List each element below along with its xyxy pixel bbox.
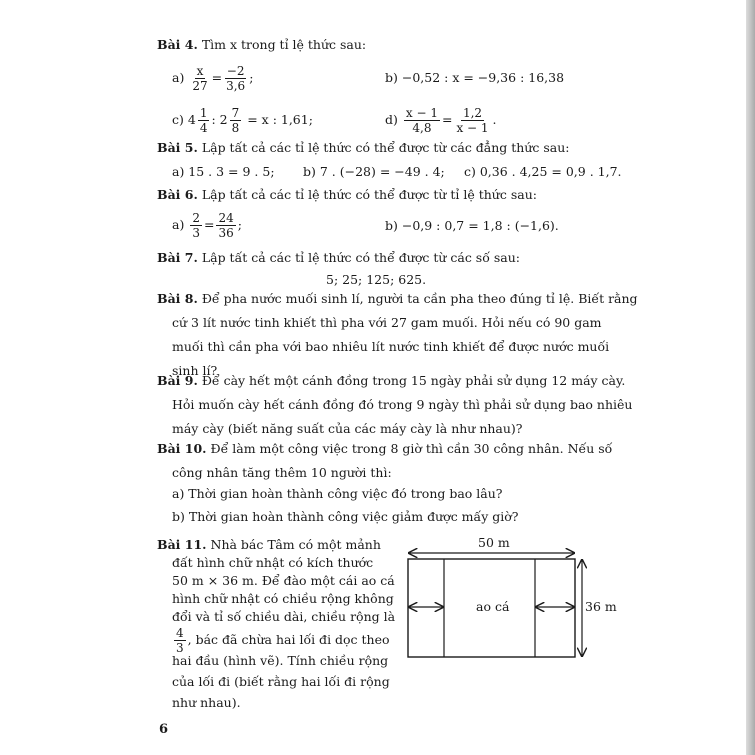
punct: ; — [249, 70, 254, 85]
bai11-line-7: như nhau). — [172, 695, 241, 710]
exercise-text: Để pha nước muối sinh lí, người ta cần pha theo đúng tỉ lệ. Biết rằng — [201, 291, 638, 306]
fraction — [190, 64, 209, 93]
denominator: 3 — [176, 641, 184, 655]
denominator: 4,8 — [412, 121, 432, 135]
denominator: 27 — [192, 79, 208, 93]
punct: ; — [237, 217, 242, 232]
bai5-a: a) 15 . 3 = 9 . 5; — [172, 164, 275, 179]
bai5-heading-line — [157, 140, 570, 156]
fraction — [190, 211, 202, 240]
fraction — [224, 64, 247, 93]
numerator: 2 — [192, 211, 200, 225]
numerator: −2 — [226, 64, 245, 78]
bai5-c: c) 0,36 . 4,25 = 0,9 . 1,7. — [464, 164, 622, 179]
exercise-number: Bài 4. — [157, 37, 198, 52]
bai8-line-2: muối thì cần pha với bao nhiêu lít nước tinh khiết để được nước muối — [172, 339, 610, 354]
page-edge-shadow — [746, 0, 755, 755]
bai4-d: d) $\frac{x - 1}{4,8}$ = $\frac{1,2}{x - 1}$ . — [385, 106, 497, 135]
width-label: 50 m — [478, 535, 510, 550]
numerator: 4 — [176, 626, 184, 640]
op: : 2 — [211, 112, 228, 127]
label: a) — [172, 70, 185, 85]
numerator: 1,2 — [462, 106, 483, 120]
label: c) 4 — [172, 112, 196, 127]
bai9-line-0 — [157, 373, 625, 389]
pond-label: ao cá — [476, 599, 510, 614]
bai9-line-1: Hỏi muốn cày hết cánh đồng đó trong 9 ngày thì phải sử dụng bao nhiêu — [172, 397, 633, 412]
bai11-line-2: 50 m × 36 m. Để đào một cái ao cá — [172, 573, 395, 588]
bai10-line-1: công nhân tăng thêm 10 người thì: — [172, 465, 392, 480]
punct: . — [492, 112, 497, 127]
bai6-heading-line — [157, 187, 537, 203]
numerator: 24 — [218, 211, 234, 225]
bai6-a: a) $\frac{2}{3}$ = $\frac{24}{36}$ ; — [172, 211, 242, 240]
fraction — [198, 106, 210, 135]
exercise-text: Tìm x trong tỉ lệ thức sau: — [201, 37, 367, 52]
pond-diagram — [400, 535, 617, 665]
exercise-number: Bài 10. — [157, 441, 207, 456]
exercise-text: Lập tất cả các tỉ lệ thức có thể được từ các đẳng thức sau: — [201, 140, 570, 155]
fraction — [230, 106, 242, 135]
height-label: 36 m — [585, 599, 617, 614]
bai4-c — [172, 106, 313, 135]
bai7-heading-line — [157, 250, 520, 266]
bai11-line-3: hình chữ nhật có chiều rộng không — [172, 591, 394, 606]
exercise-text: Nhà bác Tâm có một mảnh — [210, 537, 381, 552]
denominator: x − 1 — [456, 121, 489, 135]
denominator: 8 — [231, 121, 240, 135]
bai11-line-0 — [157, 537, 381, 553]
numerator: 1 — [199, 106, 208, 120]
bai11-fraction-line — [172, 626, 390, 655]
label: a) — [172, 217, 185, 232]
fraction — [404, 106, 440, 135]
rest: = x : 1,61; — [247, 112, 313, 127]
bai10-line-0 — [157, 441, 612, 457]
bai8-line-1: cứ 3 lít nước tinh khiết thì pha với 27 gam muối. Hỏi nếu có 90 gam — [172, 315, 602, 330]
exercise-text: Lập tất cả các tỉ lệ thức có thể được từ tỉ lệ thức sau: — [201, 187, 537, 202]
fraction — [174, 626, 186, 655]
exercise-text: Lập tất cả các tỉ lệ thức có thể được từ các số sau: — [201, 250, 520, 265]
bai8-line-3: sinh lí? — [172, 363, 218, 378]
bai10-a: a) Thời gian hoàn thành công việc đó trong bao lâu? — [172, 486, 503, 501]
exercise-number: Bài 5. — [157, 140, 198, 155]
bai4-a: a) $\frac{x}{27}$ = $\frac{-2}{3,6}$ ; — [172, 64, 254, 93]
fraction — [216, 211, 235, 240]
bai11-line-1: đất hình chữ nhật có kích thước — [172, 555, 374, 570]
bai7-numbers: 5; 25; 125; 625. — [326, 272, 427, 287]
page-number: 6 — [159, 722, 169, 737]
exercise-text: Để làm một công việc trong 8 giờ thì cần 30 công nhân. Nếu số — [210, 441, 613, 456]
bai5-b: b) 7 . (−28) = −49 . 4; — [303, 164, 445, 179]
numerator: x — [196, 64, 204, 78]
bai4-heading-line — [157, 37, 366, 53]
bai11-line-6: của lối đi (biết rằng hai lối đi rộng — [172, 674, 390, 689]
numerator: x − 1 — [405, 106, 438, 120]
label: d) — [385, 112, 398, 127]
bai11-line-4: đổi và tỉ số chiều dài, chiều rộng là — [172, 609, 396, 624]
denominator: 4 — [199, 121, 208, 135]
bai6-b: b) −0,9 : 0,7 = 1,8 : (−1,6). — [385, 218, 559, 233]
bai10-b: b) Thời gian hoàn thành công việc giảm được mấy giờ? — [172, 509, 519, 524]
denominator: 3,6 — [226, 79, 246, 93]
exercise-text: Để cày hết một cánh đồng trong 15 ngày phải sử dụng 12 máy cày. — [201, 373, 626, 388]
exercise-number: Bài 6. — [157, 187, 198, 202]
exercise-number: Bài 9. — [157, 373, 198, 388]
denominator: 3 — [192, 226, 200, 240]
bai4-b: b) −0,52 : x = −9,36 : 16,38 — [385, 70, 565, 85]
bai9-line-2: máy cày (biết năng suất của các máy cày là như nhau)? — [172, 421, 523, 436]
exercise-number: Bài 7. — [157, 250, 198, 265]
bai8-line-0 — [157, 291, 638, 307]
denominator: 36 — [218, 226, 234, 240]
text: , bác đã chừa hai lối đi dọc theo — [187, 632, 390, 647]
fraction — [454, 106, 490, 135]
exercise-number: Bài 11. — [157, 537, 207, 552]
numerator: 7 — [231, 106, 240, 120]
exercise-number: Bài 8. — [157, 291, 198, 306]
bai11-line-5: hai đầu (hình vẽ). Tính chiều rộng — [172, 653, 389, 668]
